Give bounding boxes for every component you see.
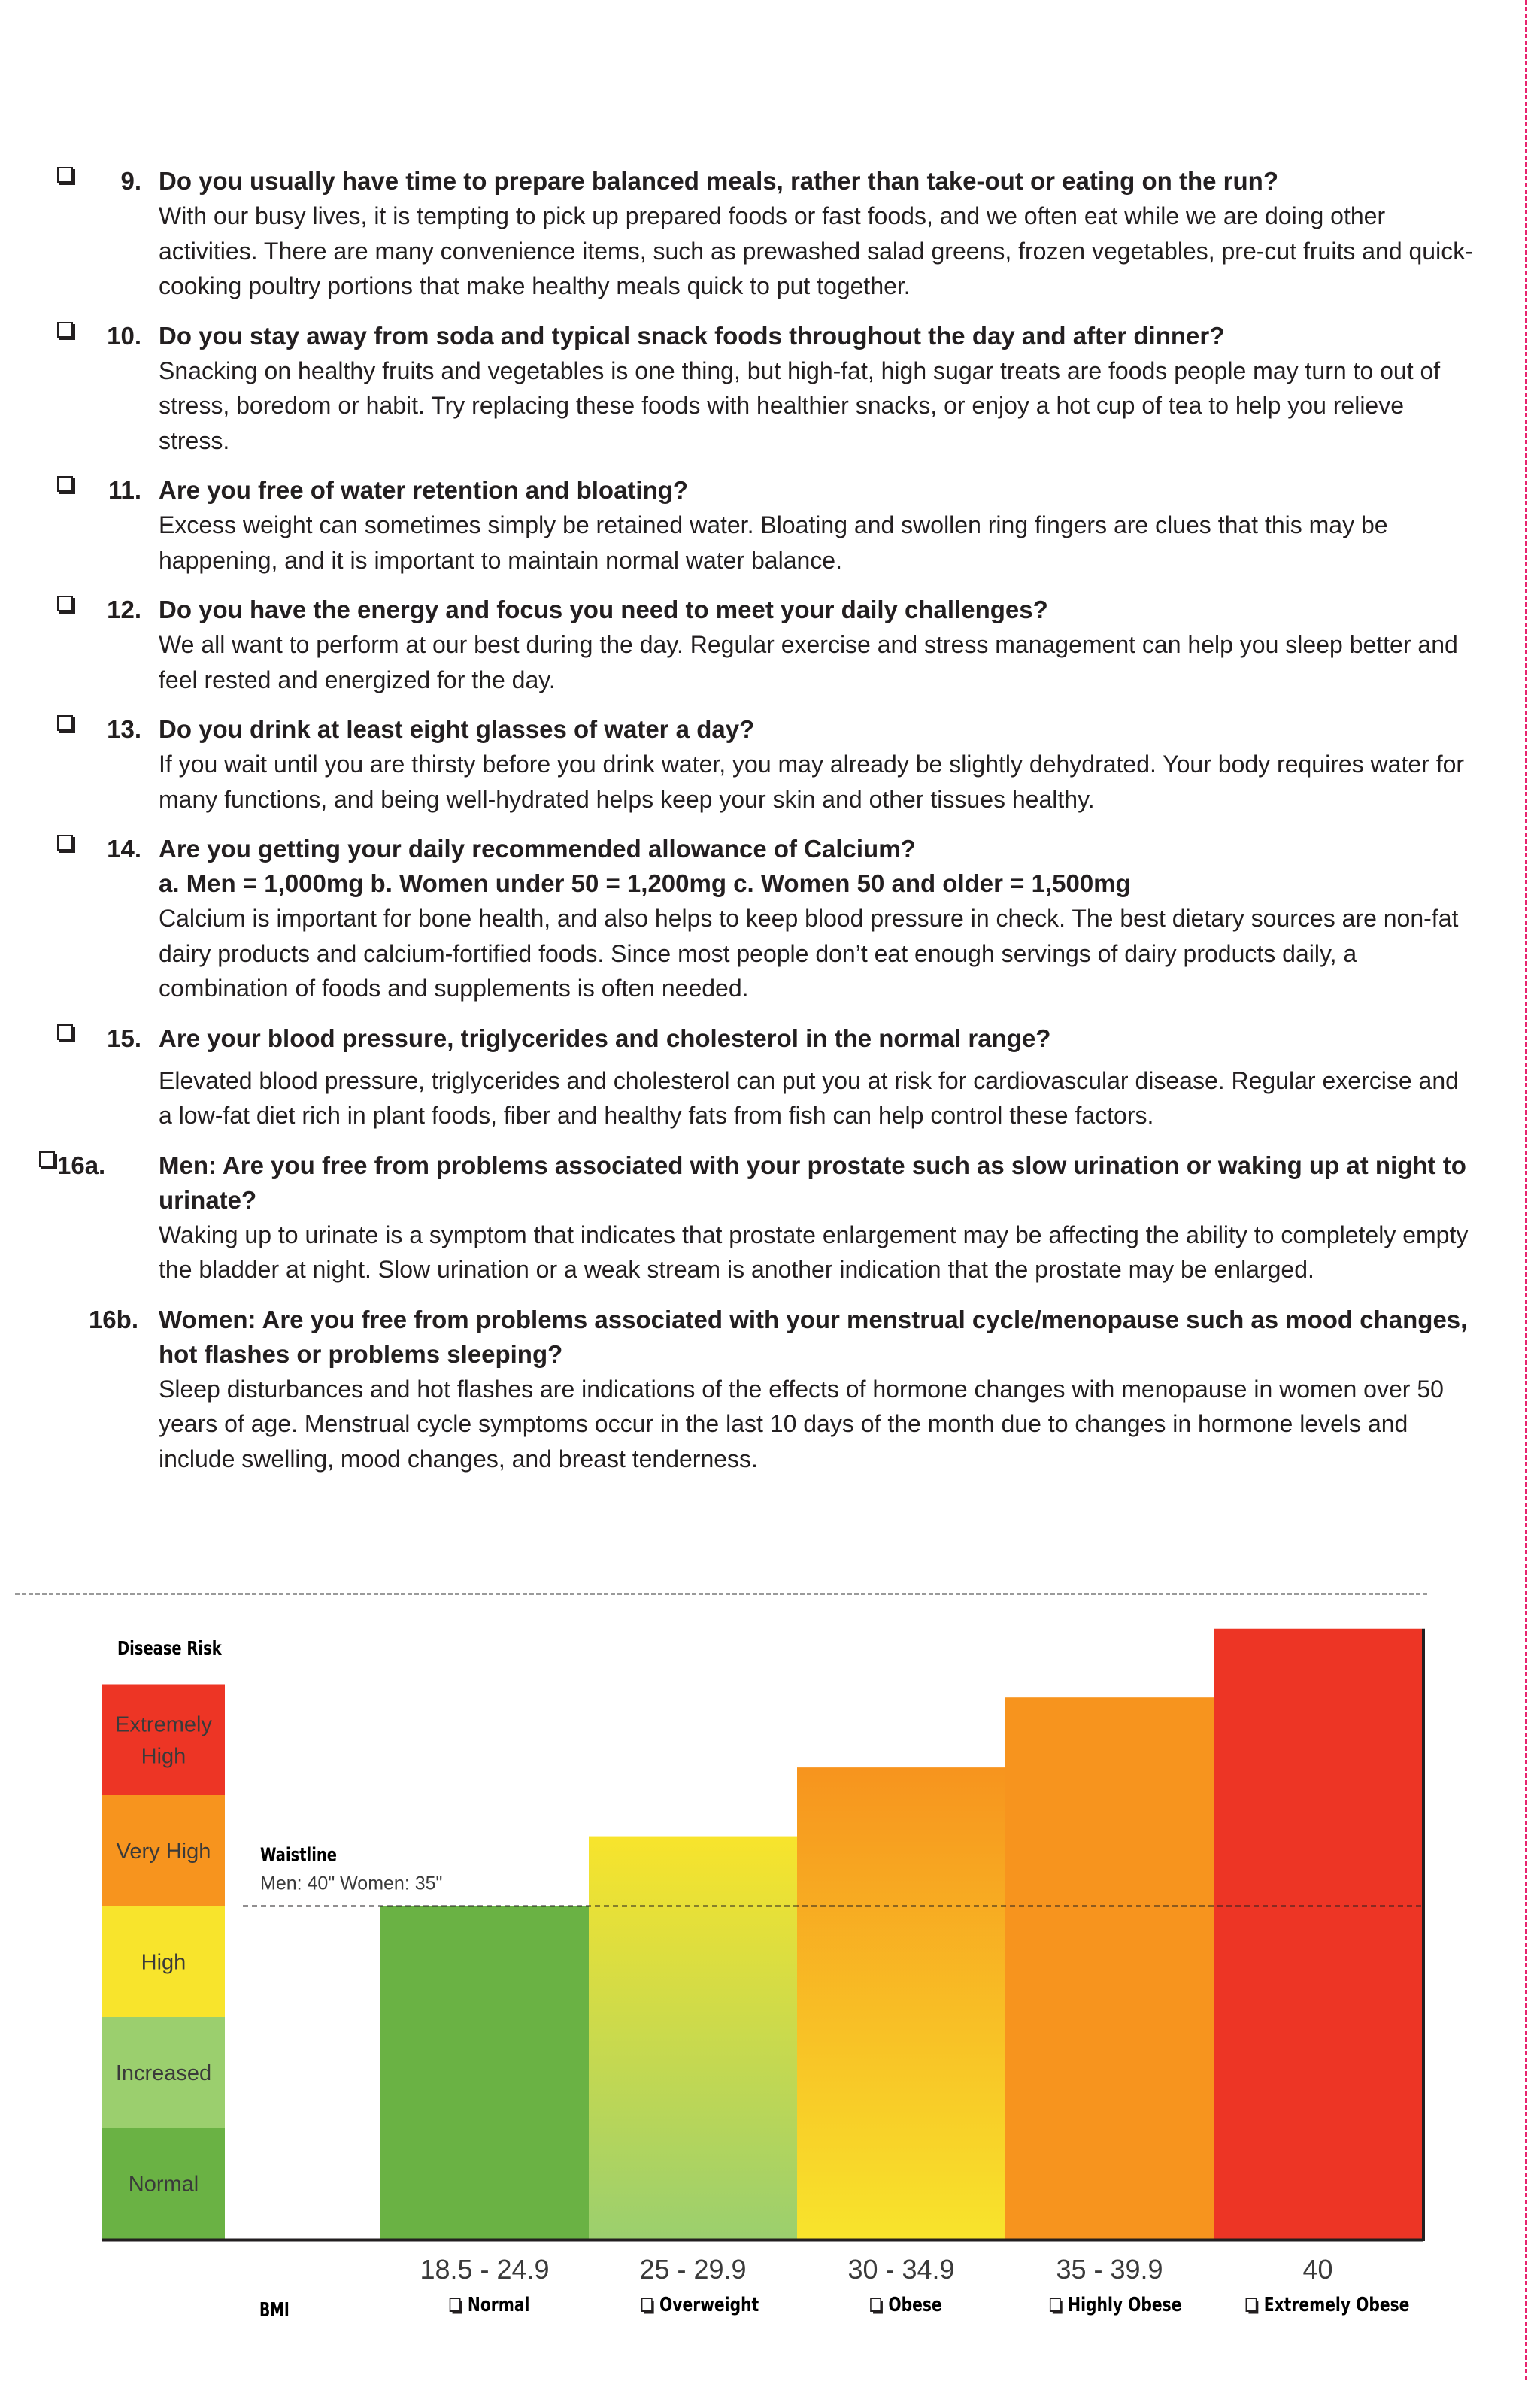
- question-subtitle: a. Men = 1,000mg b. Women under 50 = 1,200mg c. Women 50 and older = 1,500mg: [159, 869, 1131, 897]
- question-number: 15.: [107, 1024, 141, 1052]
- waistline-detail: Men: 40" Women: 35": [260, 1873, 443, 1894]
- question-body: Excess weight can sometimes simply be retained water. Bloating and swollen ring fingers are clues that this may be happening, and it is important to maintain normal water balance.: [159, 511, 1388, 574]
- risk-label: High: [141, 1744, 186, 1769]
- bmi-category-option[interactable]: [871, 2294, 942, 2316]
- bar: [1214, 1629, 1422, 2239]
- question-number: 12.: [107, 596, 141, 623]
- bmi-risk-chart: [0, 1609, 1504, 2380]
- bmi-category-option[interactable]: [642, 2294, 759, 2316]
- bmi-category-label: Overweight: [659, 2293, 759, 2316]
- risk-band: [102, 1685, 225, 1796]
- question-number: 16a.: [57, 1151, 106, 1179]
- bmi-category-label: Normal: [467, 2293, 530, 2316]
- question-item-11: [0, 473, 1474, 578]
- question-number: 14.: [107, 835, 141, 863]
- question-title: Are you getting your daily recommended allowance of Calcium?: [159, 835, 916, 863]
- question-number: 10.: [107, 321, 141, 350]
- question-body: Snacking on healthy fruits and vegetables is one thing, but high-fat, high sugar treats are foods people may turn to out of stress, boredom or habit. Try replacing these foods with healthier snacks, or enjoy a hot cup of tea to help you relieve stress.: [159, 356, 1441, 454]
- bmi-category-label: Extremely Obese: [1263, 2293, 1410, 2316]
- risk-label: Very High: [116, 1839, 211, 1864]
- checkbox[interactable]: [57, 476, 73, 492]
- bmi-category-label: Highly Obese: [1068, 2293, 1182, 2316]
- bmi-category-option[interactable]: [450, 2294, 529, 2316]
- bmi-category-label: Obese: [888, 2293, 942, 2316]
- question-body: With our busy lives, it is tempting to pick up prepared foods or fast foods, and we often eat while we are doing other activities. There are many convenience items, such as prewashed salad greens, frozen vegetables, pre-cut fruits and quick-cooking poultry portions that make healthy meals quick to put together.: [159, 202, 1473, 299]
- question-title: Do you drink at least eight glasses of water a day?: [159, 715, 755, 743]
- bmi-category-option[interactable]: [1050, 2294, 1182, 2316]
- risk-label: High: [141, 1950, 186, 1975]
- question-title: Are your blood pressure, triglycerides and cholesterol in the normal range?: [159, 1024, 1051, 1052]
- checkbox[interactable]: [1246, 2298, 1256, 2311]
- bar: [1005, 1697, 1214, 2239]
- question-item-14: [0, 832, 1474, 1006]
- question-item-9: [0, 164, 1474, 304]
- risk-scale: [102, 1685, 225, 2240]
- bars: [380, 1629, 1422, 2239]
- x-tick-label: 18.5 - 24.9: [420, 2254, 550, 2285]
- x-tick-label: 30 - 34.9: [847, 2254, 955, 2285]
- question-item-13: [0, 712, 1474, 817]
- question-title: Do you usually have time to prepare balanced meals, rather than take-out or eating on the run?: [159, 167, 1278, 195]
- bar: [797, 1767, 1005, 2239]
- question-body: Sleep disturbances and hot flashes are indications of the effects of hormone changes with menopause in women over 50 years of age. Menstrual cycle symptoms occur in the last 10 days of the month due to changes in hormone levels and include swelling, mood changes, and breast tenderness.: [159, 1375, 1444, 1473]
- checkbox[interactable]: [39, 1151, 55, 1167]
- bmi-category-option[interactable]: [1246, 2294, 1409, 2316]
- risk-label: Normal: [128, 2172, 199, 2197]
- y-axis-title: Disease Risk: [117, 1637, 222, 1660]
- waistline-title: Waistline: [260, 1844, 338, 1867]
- trim-guide-line: [1525, 0, 1527, 2380]
- question-title: Do you have the energy and focus you need to meet your daily challenges?: [159, 596, 1048, 623]
- checkbox[interactable]: [871, 2298, 881, 2311]
- x-tick-label: 40: [1302, 2254, 1333, 2285]
- question-title: Women: Are you free from problems associated with your menstrual cycle/menopause such as mood changes, hot flashes or problems sleeping?: [159, 1305, 1468, 1368]
- questionnaire-list: [0, 164, 1474, 1491]
- question-body: Elevated blood pressure, triglycerides and cholesterol can put you at risk for cardiovascular disease. Regular exercise and a low-fat diet rich in plant foods, fiber and healthy fats from fish can help control these factors.: [159, 1066, 1459, 1129]
- question-body: Waking up to urinate is a symptom that indicates that prostate enlargement may be affecting the ability to completely empty the bladder at night. Slow urination or a weak stream is another indication that the prostate may be enlarged.: [159, 1221, 1469, 1283]
- chart-svg: [0, 1609, 1504, 2380]
- question-body: If you wait until you are thirsty before you drink water, you may already be slightly dehydrated. Your body requires water for many functions, and being well-hydrated helps keep your skin and other tissues healthy.: [159, 751, 1465, 813]
- question-item-16a: [0, 1148, 1474, 1288]
- bar: [589, 1837, 797, 2239]
- checkbox[interactable]: [1050, 2298, 1060, 2311]
- checkbox[interactable]: [642, 2298, 652, 2311]
- checkbox[interactable]: [57, 596, 73, 611]
- x-axis-title: BMI: [259, 2299, 290, 2322]
- x-axis-labels: [259, 2254, 1409, 2322]
- question-number: 9.: [120, 167, 141, 195]
- risk-label: Extremely: [115, 1712, 212, 1737]
- checkbox[interactable]: [57, 835, 73, 851]
- risk-label: Increased: [115, 2061, 212, 2085]
- x-tick-label: 35 - 39.9: [1056, 2254, 1163, 2285]
- question-title: Men: Are you free from problems associated with your prostate such as slow urination or waking up at night to urinate?: [159, 1151, 1466, 1214]
- question-title: Do you stay away from soda and typical snack foods throughout the day and after dinner?: [159, 321, 1225, 350]
- section-divider: [15, 1593, 1427, 1595]
- x-tick-label: 25 - 29.9: [639, 2254, 747, 2285]
- checkbox[interactable]: [57, 715, 73, 731]
- question-body: Calcium is important for bone health, and also helps to keep blood pressure in check. The best dietary sources are non-fat dairy products and calcium-fortified foods. Since most people don’t eat enough servings of dairy products daily, a combination of foods and supplements is often needed.: [159, 905, 1459, 1002]
- checkbox[interactable]: [57, 167, 73, 183]
- question-number: 16b.: [88, 1305, 138, 1333]
- question-number: 11.: [108, 476, 141, 504]
- checkbox[interactable]: [57, 322, 73, 338]
- checkbox[interactable]: [57, 1024, 73, 1040]
- checkbox[interactable]: [450, 2298, 459, 2311]
- question-number: 13.: [107, 715, 141, 743]
- question-body: We all want to perform at our best during the day. Regular exercise and stress management can help you sleep better and feel rested and energized for the day.: [159, 631, 1458, 693]
- question-item-16b: [0, 1303, 1474, 1477]
- question-title: Are you free of water retention and bloating?: [159, 476, 689, 504]
- bar: [380, 1906, 589, 2240]
- question-item-12: [0, 593, 1474, 697]
- question-item-10: [0, 319, 1474, 459]
- question-item-15: [0, 1021, 1474, 1133]
